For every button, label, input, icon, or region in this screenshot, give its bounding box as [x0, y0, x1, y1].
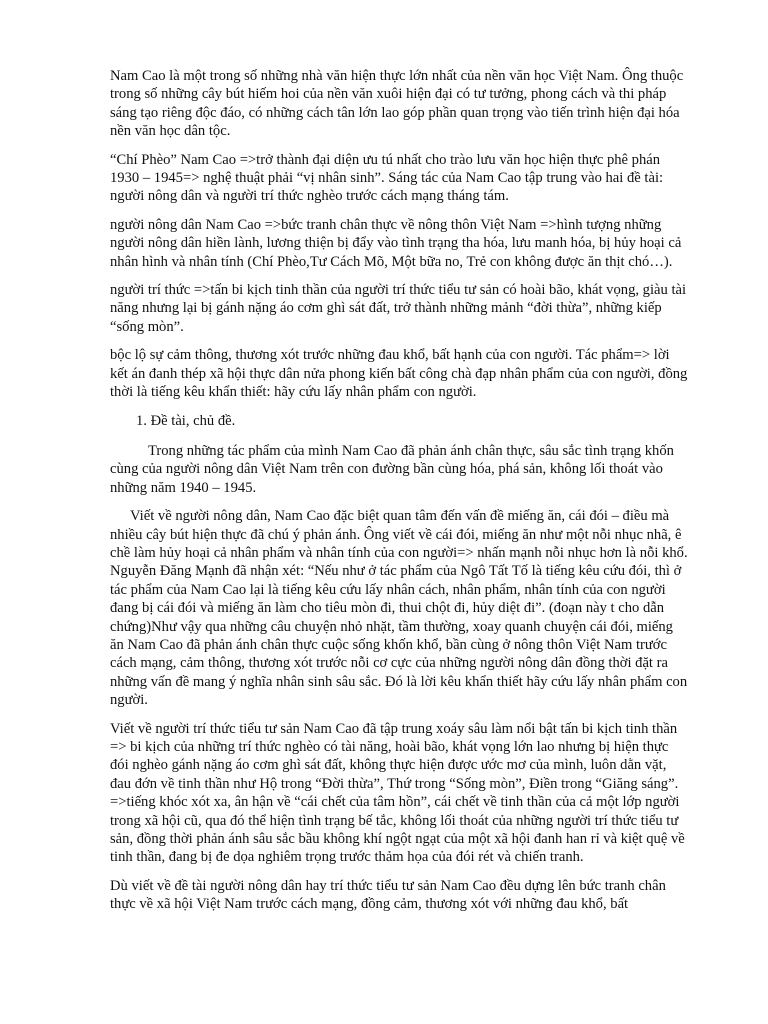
peasant-paragraph: người nông dân Nam Cao =>bức tranh chân thực về nông thôn Việt Nam =>hình tượng những người nông dân hiền lành, lương thiện bị đẩy vào tình trạng tha hóa, lưu manh hóa, bị hủy hoại cả nhân hình và nhân tính (Chí Phèo,Tư Cách Mõ, Một bữa no, Trẻ con không được ăn thịt chó…).: [110, 216, 682, 270]
chi-pheo-paragraph: “Chí Phèo” Nam Cao =>trở thành đại diện ưu tú nhất cho trào lưu văn học hiện thực phê phán 1930 – 1945=> nghệ thuật phải “vị nhân sinh”. Sáng tác của Nam Cao tập trung vào hai đề tài: người nông dân và người trí thức nghèo trước cách mạng tháng tám.: [110, 151, 664, 205]
theme-paragraph: Trong những tác phẩm của mình Nam Cao đã phản ánh chân thực, sâu sắc tình trạng khốn cùng của người nông dân Việt Nam trên con đường bần cùng hóa, phá sản, không lối thoát vào những năm 1940 – 1945.: [110, 442, 674, 496]
hunger-paragraph: Viết về người nông dân, Nam Cao đặc biệt quan tâm đến vấn đề miếng ăn, cái đói – điều mà nhiều cây bút hiện thực đã chú ý phản ánh. Ông viết về cái đói, miếng ăn như một nỗi nhục nhã, ê chề làm hủy hoại cả nhân phẩm và nhân tính của con người=> nhấn mạnh nỗi nhục hơn là nỗi khổ. Nguyễn Đăng Mạnh đã nhận xét: “Nếu như ở tác phẩm của Ngô Tất Tố là tiếng kêu cứu đói, thì ở tác phẩm của Nam Cao lại là tiếng kêu cứu lấy nhân cách, nhân phẩm, nhân tính của con người đang bị cái đói và miếng ăn làm cho tiêu mòn đi, thui chột đi, hủy diệt đi”. (đoạn này t cho dẫn chứng)Như vậy qua những câu chuyện nhỏ nhặt, tầm thường, xoay quanh chuyện cái đói, miếng ăn Nam Cao đã phản ánh chân thực cuộc sống khốn khổ, bần cùng ở nông thôn Việt Nam trước cách mạng, cảm thông, thương xót trước nỗi cơ cực của những người nông dân đồng thời đặt ra những vấn đề mang ý nghĩa nhân sinh sâu sắc. Đó là lời kêu khẩn thiết hãy cứu lấy nhân phẩm con người.: [110, 508, 688, 709]
conclusion-paragraph: Dù viết về đề tài người nông dân hay trí thức tiểu tư sản Nam Cao đều dựng lên bức tranh chân thực về xã hội Việt Nam trước cách mạng, đồng cảm, thương xót với những đau khổ, bất: [110, 877, 666, 913]
intellectual-tragedy-paragraph: Viết về người trí thức tiểu tư sản Nam Cao đã tập trung xoáy sâu làm nổi bật tấn bi kịch tinh thần => bi kịch của những trí thức nghèo có tài năng, hoài bão, khát vọng lớn lao nhưng bị hiện thực đói nghèo gánh nặng áo cơm ghì sát đất, không thực hiện được ước mơ của mình, luôn dằn vặt, đau đớn về tinh thần như Hộ trong “Đời thừa”, Thứ trong “Sống mòn”, Điền trong “Giăng sáng”. =>tiếng khóc xót xa, ân hận về “cái chết của tâm hồn”, cái chết về tinh thần của cả một lớp người trong xã hội cũ, qua đó thể hiện tình trạng bế tắc, không lối thoát của những người trí thức tiểu tư sản, đồng thời phản ánh sâu sắc bầu không khí ngột ngạt của một xã hội đanh han rỉ và kiệt quệ về tinh thần, đang bị đe dọa nghiêm trọng trước thảm họa của đói rét và chiến tranh.: [110, 720, 685, 866]
section-heading: 1. Đề tài, chủ đề.: [136, 412, 236, 429]
intellectual-paragraph: người trí thức =>tấn bi kịch tinh thần của người trí thức tiểu tư sản có hoài bão, khát vọng, giàu tài năng nhưng lại bị gánh nặng áo cơm ghì sát đất, trở thành những mảnh “đời thừa”, những kiếp “sống mòn”.: [110, 282, 687, 335]
intro-paragraph: Nam Cao là một trong số những nhà văn hiện thực lớn nhất của nền văn học Việt Nam. Ông thuộc trong số những cây bút hiếm hoi của nền văn xuôi hiện đại có tư tưởng, phong cách và thi pháp sáng tạo riêng độc đáo, có những cách tân lớn lao góp phần quan trọng vào tiến trình hiện đại hóa nền văn học dân tộc.: [110, 68, 684, 140]
compassion-paragraph: bộc lộ sự cảm thông, thương xót trước những đau khổ, bất hạnh của con người. Tác phẩm=> lời kết án đanh thép xã hội thực dân nửa phong kiến bất công chà đạp nhân phẩm của con người, đồng thời là tiếng kêu khẩn thiết: hãy cứu lấy nhân phẩm con người.: [110, 347, 688, 401]
